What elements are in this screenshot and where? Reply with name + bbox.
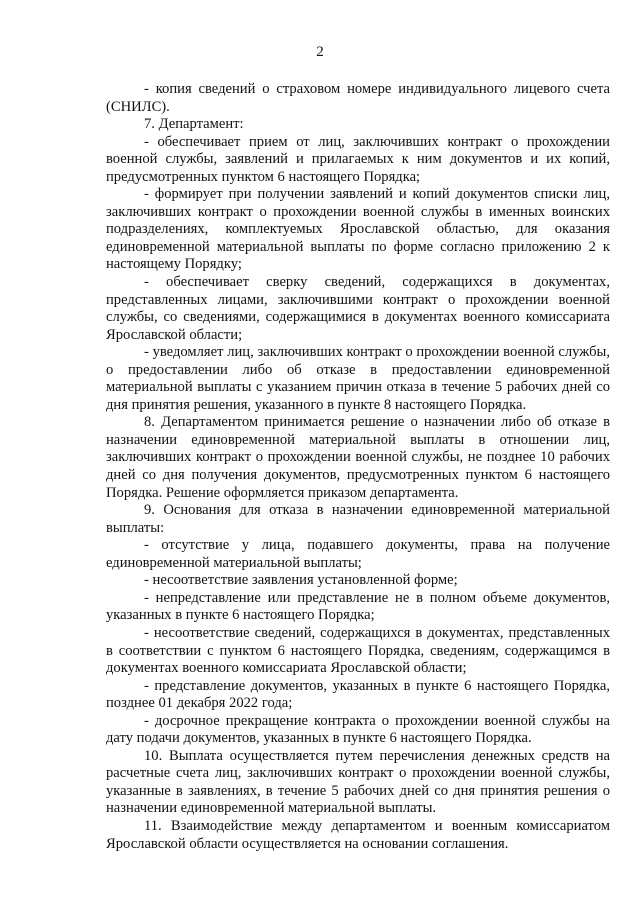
document-body <box>106 81 610 853</box>
paragraph-11-cooperation: 11. Взаимодействие между департаментом и военным комиссариатом Ярославской области осуществляется на основании соглашения. <box>106 817 610 852</box>
paragraph-9-late: - представление документов, указанных в пункте 6 настоящего Порядка, позднее 01 декабря 2022 года; <box>106 677 610 712</box>
paragraph-9-incomplete: - непредставление или представление не в полном объеме документов, указанных в пункте 6 настоящего Порядка; <box>106 589 610 624</box>
paragraph-8-decision: 8. Департаментом принимается решение о назначении либо об отказе в назначении единовременной материальной выплаты в отношении лиц, заключивших контракт о прохождении военной службы, не позднее 10 рабочих дней со дня получения документов, предусмотренных пунктом 6 настоящего Порядка. Решение оформляется приказом департамента. <box>106 414 610 501</box>
paragraph-9-no-right: - отсутствие у лица, подавшего документы, права на получение единовременной материальной выплаты; <box>106 537 610 571</box>
paragraph-7-heading: 7. Департамент: <box>144 116 244 133</box>
paragraph-9-form-mismatch: - несоответствие заявления установленной форме; <box>144 572 458 589</box>
paragraph-7-receipt: - обеспечивает прием от лиц, заключивших контракт о прохождении военной службы, заявлений и прилагаемых к ним документов и их копий, предусмотренных пунктом 6 настоящего Порядка; <box>106 133 610 185</box>
paragraph-9-early-termination: - досрочное прекращение контракта о прохождении военной службы на дату подачи документов, указанных в пункте 6 настоящего Порядка. <box>106 712 610 747</box>
paragraph-7-notification: - уведомляет лиц, заключивших контракт о прохождении военной службы, о предоставлении либо об отказе в предоставлении единовременной материальной выплаты с указанием причин отказа в течение 5 рабочих дней со дня принятия решения, указанного в пункте 8 настоящего Порядка. <box>106 344 610 413</box>
paragraph-9-data-mismatch: - несоответствие сведений, содержащихся в документах, представленных в соответствии с пунктом 6 настоящего Порядка, сведениям, содержащимся в документах военного комиссариата Ярославской области; <box>106 624 610 677</box>
paragraph-9-heading: 9. Основания для отказа в назначении единовременной материальной выплаты: <box>106 502 610 536</box>
paragraph-10-payment: 10. Выплата осуществляется путем перечисления денежных средств на расчетные счета лиц, заключивших контракт о прохождении военной службы, указанные в заявлениях, в течение 5 рабочих дней со дня принятия решения о назначении единовременной материальной выплаты. <box>106 747 610 817</box>
page-number: 2 <box>316 44 324 60</box>
paragraph-snils-copy: - копия сведений о страховом номере индивидуального лицевого счета (СНИЛС). <box>106 81 610 115</box>
paragraph-7-verification: - обеспечивает сверку сведений, содержащихся в документах, представленных лицами, заключившими контракт о прохождении военной службы, со сведениями, содержащимися в документах военного комиссариата Ярославской области; <box>106 274 610 343</box>
paragraph-7-lists: - формирует при получении заявлений и копий документов списки лиц, заключивших контракт о прохождении военной службы в именных воинских подразделениях, комплектуемых Ярославской областью, для оказания единовременной материальной выплаты по форме согласно приложению 2 к настоящему Порядку; <box>106 186 610 273</box>
